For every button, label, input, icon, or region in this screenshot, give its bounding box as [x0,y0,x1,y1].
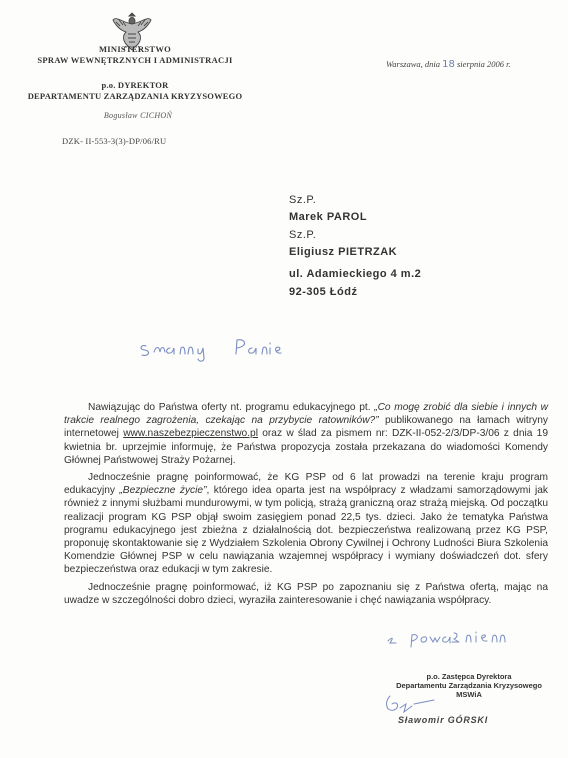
date-day-handwritten: 18 [442,59,455,70]
recipient-line: Eligiusz PIETRZAK [289,246,398,258]
website-link[interactable]: www.naszebezpieczenstwo.pl [123,428,258,440]
handwritten-greeting [136,334,316,362]
letter-body [64,401,548,611]
recipient-line: Sz.P. [289,194,317,206]
reference-number: DZK- II-553-3(3)-DP/06/RU [62,136,167,146]
recipient-line: Sz.P. [289,229,317,241]
signer-name: Bogusław CICHOŃ [103,111,173,120]
recipient-line: 92-305 Łódź [289,286,358,298]
deputy-title: p.o. Zastępca Dyrektora Departamentu Zarządzania Kryzysowego MSWiA [396,672,542,699]
ministry-name: MINISTERSTWO SPRAW WEWNĘTRZNYCH I ADMINISTRACJI [37,44,233,65]
recipient-line: ul. Adamieckiego 4 m.2 [289,268,422,280]
body-paragraph: Jednocześnie pragnę poinformować, że KG PSP od 6 lat prowadzi na terenie kraju program edukacyjny „Bezpieczne życie”, którego idea oparta jest na współpracy z władzami samorządowymi jak również z innymi służbami mundurowymi, w tym policją, strażą graniczną oraz strażą miejską. Od początku realizacji program KG PSP objął swoim zasięgiem ponad 22,5 tys. dzieci. Jako że tematyka Państwa programu edukacyjnego jest zbieżna z działalnością dot. bezpieczeństwa realizowaną przez KG PSP, proponuję skontaktowanie się z Wydziałem Szkolenia Obrony Cywilnej i Ochrony Ludności Biura Szkolenia Komendzie Głównej PSP w celu nawiązania wzajemnej współpracy i wymiany doświadczeń dot. sfery bezpieczeństwa oraz edukacji w tym zakresie. [64,472,548,576]
signature-name: Sławomir GÓRSKI [398,715,489,725]
body-paragraph: Jednocześnie pragnę poinformować, iż KG PSP po zapoznaniu się z Państwa ofertą, mając na uwadze w szczególności dobro dzieci, wyraziła zainteresowanie i chęć nawiązania współpracy. [64,581,548,606]
handwritten-closing [382,621,532,649]
director-title: p.o. DYREKTOR DEPARTAMENTU ZARZĄDZANIA KRYZYSOWEGO [27,80,243,101]
body-paragraph: Nawiązując do Państwa oferty nt. programu edukacyjnego pt. „Co mogę zrobić dla siebie i innych w trakcie realnego zagrożenia, czekając na przybycie ratowników?” publikowanego na łamach witryny internetowej www.naszebezpieczenstwo.pl oraz w ślad za pismem nr: DZK-II-052-2/3/DP-3/06 z dnia 19 kwietnia br. uprzejmie informuję, że Państwa propozycja została przekazana do wiadomości Komendy Głównej Państwowej Straży Pożarnej. [64,402,548,466]
recipient-line: Marek PAROL [289,211,368,223]
letter-date: Warszawa, dnia 18 sierpnia 2006 r. [386,59,511,70]
